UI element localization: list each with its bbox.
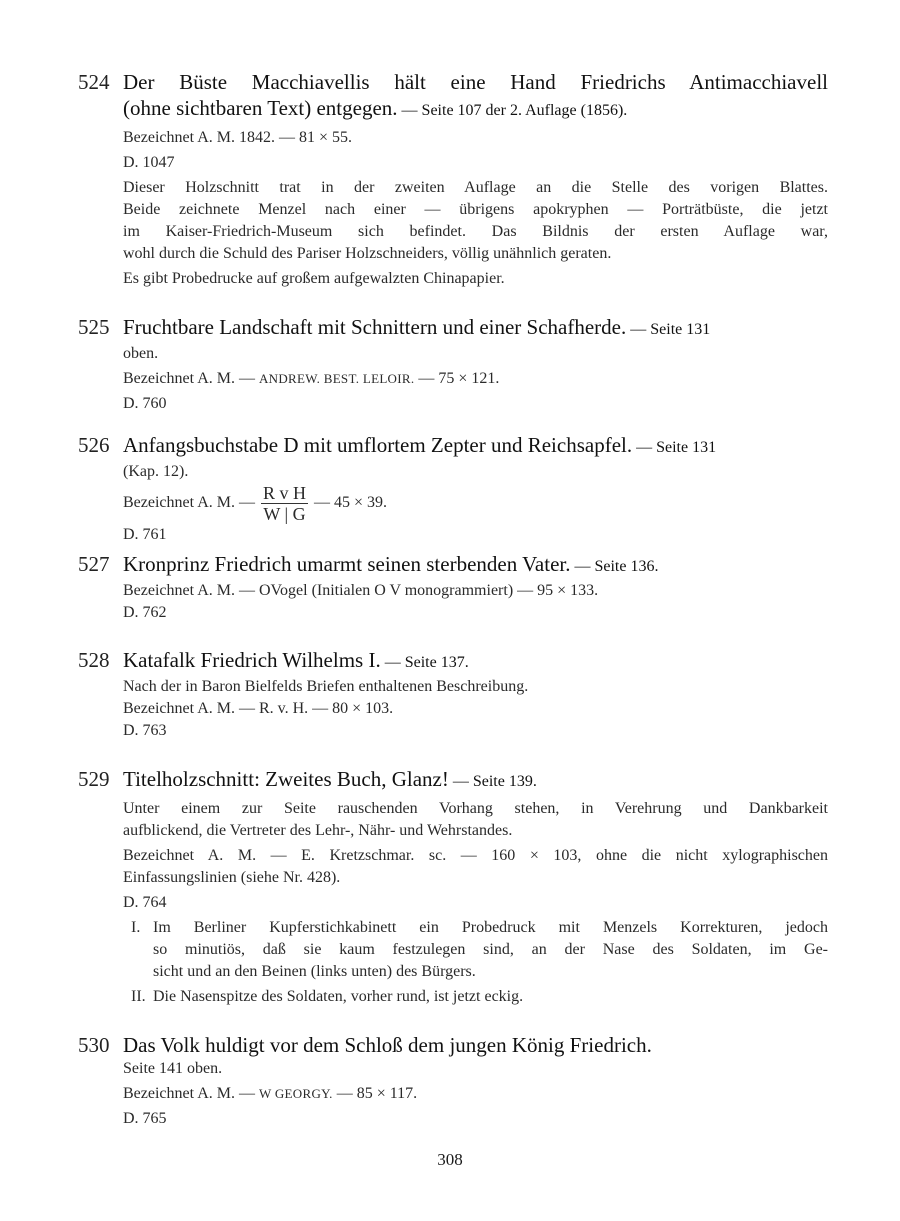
description-line: Dieser Holzschnitt trat in der zweiten Auflage an die Stelle des vorigen Blattes.	[123, 179, 828, 196]
description-line: Beide zeichnete Menzel nach einer — übrigens apokryphen — Porträtbüste, die jetzt	[123, 201, 828, 218]
entry-title-cont: (ohne sichtbaren Text) entgegen. — Seite 107 der 2. Auflage (1856).	[123, 96, 628, 120]
signature-line: Bezeichnet A. M. — W GEORGY. — 85 × 117.	[123, 1085, 418, 1102]
entry-number: 527	[78, 552, 110, 576]
catalog-ref: D. 764	[123, 894, 167, 911]
state-note-cont: so minutiös, daß sie kaum festzulegen sind, an der Nase des Soldaten, im Ge-	[153, 941, 828, 958]
title-cont: (Kap. 12).	[123, 463, 189, 480]
signature-line-cont: Einfassungslinien (siehe Nr. 428).	[123, 869, 341, 886]
entry-529	[78, 766, 828, 1008]
page-reference: — Seite 107 der 2. Auflage (1856).	[397, 102, 628, 119]
title-cont: oben.	[123, 345, 159, 362]
signature-line: Bezeichnet A. M. — OVogel (Initialen O V monogrammiert) — 95 × 133.	[123, 582, 599, 599]
entry-526	[78, 432, 828, 546]
entry-title: Anfangsbuchstabe D mit umflortem Zepter und Reichsapfel. — Seite 131	[123, 433, 717, 457]
description-line: aufblickend, die Vertreter des Lehr-, Nähr- und Wehrstandes.	[123, 822, 513, 839]
entry-title: Der Büste Macchiavellis hält eine Hand Friedrichs Antimacchiavell	[123, 70, 828, 94]
entry-527	[78, 551, 828, 624]
page-number: 308	[437, 1150, 463, 1169]
entry-528	[78, 647, 828, 742]
state-note: II. Die Nasenspitze des Soldaten, vorher rund, ist jetzt eckig.	[131, 988, 524, 1005]
entry-number: 529	[78, 767, 110, 791]
state-note-cont: sicht und an den Beinen (links unten) des Bürgers.	[153, 963, 476, 980]
catalog-ref: D. 1047	[123, 154, 175, 171]
catalog-ref: D. 762	[123, 604, 167, 621]
monogram-fraction: $\frac{\text{R v H}}{W | G}$	[262, 483, 306, 524]
entry-title: Kronprinz Friedrich umarmt seinen sterbenden Vater. — Seite 136.	[123, 552, 659, 576]
entry-number: 530	[78, 1033, 110, 1057]
catalog-ref: D. 765	[123, 1110, 167, 1127]
entry-number: 524	[78, 70, 110, 94]
page-reference: — Seite 131	[626, 321, 711, 338]
entry-number: 526	[78, 433, 110, 457]
state-note: I. Im Berliner Kupferstichkabinett ein Probedruck mit Menzels Korrekturen, jedoch	[131, 919, 828, 936]
signature-line: Bezeichnet A. M. 1842. — 81 × 55.	[123, 129, 352, 146]
page-reference: — Seite 139.	[448, 773, 537, 790]
description-line: wohl durch die Schuld des Pariser Holzschneiders, völlig unähnlich geraten.	[123, 245, 612, 262]
signature-line: Bezeichnet A. M. — R. v. H. — 80 × 103.	[123, 700, 394, 717]
entry-title: Titelholzschnitt: Zweites Buch, Glanz! — Seite 139.	[123, 767, 537, 791]
note-line: Es gibt Probedrucke auf großem aufgewalzten Chinapapier.	[123, 270, 505, 287]
entry-number: 528	[78, 648, 110, 672]
description-line: im Kaiser-Friedrich-Museum sich befindet. Das Bildnis der ersten Auflage war,	[123, 223, 828, 240]
description-line: Nach der in Baron Bielfelds Briefen enthaltenen Beschreibung.	[123, 678, 529, 695]
entry-525	[78, 314, 828, 415]
description-line: Unter einem zur Seite rauschenden Vorhang stehen, in Verehrung und Dankbarkeit	[123, 800, 828, 817]
entry-524	[78, 69, 828, 290]
entry-title: Das Volk huldigt vor dem Schloß dem jungen König Friedrich.	[123, 1033, 652, 1057]
catalog-ref: D. 760	[123, 395, 167, 412]
entry-number: 525	[78, 315, 110, 339]
page-reference: — Seite 131	[632, 439, 717, 456]
catalog-ref: D. 761	[123, 526, 167, 543]
page-reference: — Seite 137.	[380, 654, 469, 671]
signature-line: Bezeichnet A. M. — E. Kretzschmar. sc. — 160 × 103, ohne die nicht xylographischen	[123, 847, 828, 864]
signature-line: Bezeichnet A. M. — $\frac{\text{R v H}}{W | G}$ — 45 × 39.	[123, 483, 388, 524]
page-reference: — Seite 136.	[570, 558, 659, 575]
entry-title: Katafalk Friedrich Wilhelms I. — Seite 137.	[123, 648, 469, 672]
entry-title: Fruchtbare Landschaft mit Schnittern und einer Schafherde. — Seite 131	[123, 315, 711, 339]
signature-line: Bezeichnet A. M. — ANDREW. BEST. LELOIR. — 75 × 121.	[123, 370, 500, 387]
catalog-ref: D. 763	[123, 722, 167, 739]
title-cont: Seite 141 oben.	[123, 1060, 223, 1077]
entry-530	[78, 1032, 828, 1130]
